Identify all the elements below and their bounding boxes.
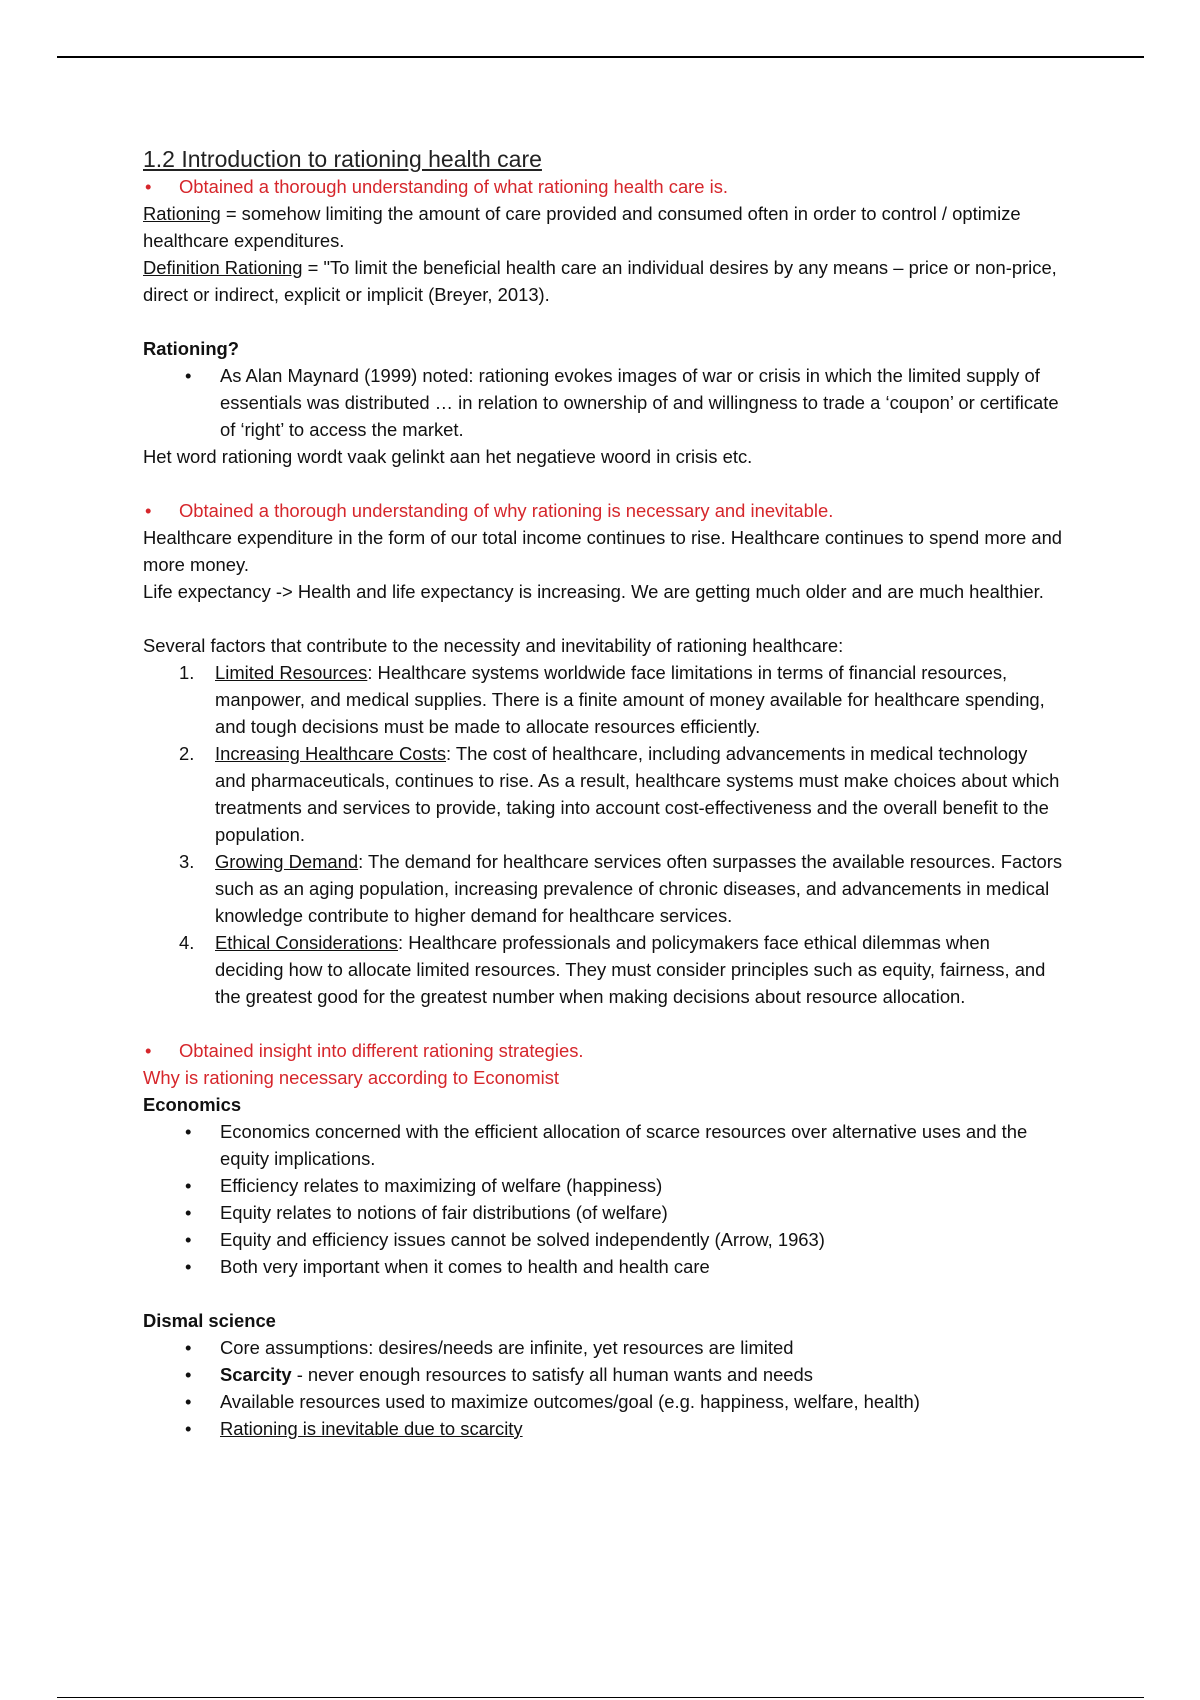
- factor-item: 3. Growing Demand: The demand for healthcare services often surpasses the available resources. Factors such as an aging population, increasing prevalence of chronic diseases, and advancements in medical knowledge contribute to higher demand for healthcare services.: [179, 851, 1063, 926]
- list-item: • Rationing is inevitable due to scarcity: [220, 1415, 1063, 1442]
- list-item: • Efficiency relates to maximizing of welfare (happiness): [220, 1172, 1063, 1199]
- learning-objective-1: • Obtained a thorough understanding of what rationing health care is.: [143, 173, 1063, 200]
- rationing-question-heading: Rationing?: [143, 338, 240, 359]
- bullet-icon: •: [185, 1364, 192, 1385]
- factor-item: 1. Limited Resources: Healthcare systems worldwide face limitations in terms of financial resources, manpower, and medical supplies. There is a finite amount of money available for healthcare spending, and tough decisions must be made to allocate resources efficiently.: [179, 662, 1045, 737]
- bullet-icon: •: [145, 1040, 152, 1061]
- list-item: • Equity relates to notions of fair distributions (of welfare): [220, 1199, 1063, 1226]
- expenditure-paragraph: Healthcare expenditure in the form of our total income continues to rise. Healthcare continues to spend more and more money.: [143, 527, 1063, 575]
- bullet-icon: •: [145, 500, 152, 521]
- factors-intro: Several factors that contribute to the necessity and inevitability of rationing healthcare:: [143, 635, 844, 656]
- learning-objective-2: • Obtained a thorough understanding of why rationing is necessary and inevitable.: [143, 497, 1063, 524]
- bullet-icon: •: [185, 1229, 192, 1250]
- list-item: • Equity and efficiency issues cannot be solved independently (Arrow, 1963): [220, 1226, 1063, 1253]
- list-item: • Scarcity - never enough resources to satisfy all human wants and needs: [220, 1361, 1063, 1388]
- footer-rule: [57, 1697, 1144, 1698]
- bullet-icon: •: [185, 1418, 192, 1439]
- rationing-paragraph: Rationing = somehow limiting the amount of care provided and consumed often in order to control / optimize healthcare expenditures.: [143, 203, 1021, 251]
- section-title: 1.2 Introduction to rationing health care: [143, 146, 542, 172]
- header-rule: [57, 56, 1144, 58]
- why-economist-heading: Why is rationing necessary according to Economist: [143, 1067, 560, 1088]
- bullet-icon: •: [185, 1175, 192, 1196]
- maynard-list: [143, 362, 1063, 443]
- bullet-icon: •: [145, 176, 152, 197]
- learning-objective-3: • Obtained insight into different rationing strategies.: [143, 1037, 1063, 1064]
- dutch-note: Het word rationing wordt vaak gelinkt aan het negatieve woord in crisis etc.: [143, 446, 753, 467]
- definition-paragraph: Definition Rationing = "To limit the beneficial health care an individual desires by any means – price or non-price, direct or indirect, explicit or implicit (Breyer, 2013).: [143, 257, 1057, 305]
- bullet-icon: •: [185, 1256, 192, 1277]
- list-item: • As Alan Maynard (1999) noted: rationing evokes images of war or crisis in which the limited supply of essentials was distributed … in relation to ownership of and willingness to trade a ‘coupon’ or certificate of ‘right’ to access the market.: [220, 362, 1063, 443]
- bullet-icon: •: [185, 1391, 192, 1412]
- bullet-icon: •: [185, 1121, 192, 1142]
- list-item: • Available resources used to maximize outcomes/goal (e.g. happiness, welfare, health): [220, 1388, 1063, 1415]
- factors-list: [143, 659, 1063, 1010]
- list-item: • Core assumptions: desires/needs are infinite, yet resources are limited: [220, 1334, 1063, 1361]
- dismal-list: [143, 1334, 1063, 1442]
- bullet-icon: •: [185, 1337, 192, 1358]
- list-item: • Both very important when it comes to health and health care: [220, 1253, 1063, 1280]
- economics-heading: Economics: [143, 1094, 242, 1115]
- dismal-science-heading: Dismal science: [143, 1310, 276, 1331]
- document-body: [143, 145, 1063, 1442]
- economics-list: [143, 1118, 1063, 1280]
- bullet-icon: •: [185, 365, 192, 386]
- life-expectancy-paragraph: Life expectancy -> Health and life expectancy is increasing. We are getting much older and are much healthier.: [143, 581, 1044, 602]
- factor-item: 2. Increasing Healthcare Costs: The cost of healthcare, including advancements in medical technology and pharmaceuticals, continues to rise. As a result, healthcare systems must make choices about which treatments and services to provide, taking into account cost-effectiveness and the overall benefit to the population.: [179, 743, 1060, 845]
- factor-item: 4. Ethical Considerations: Healthcare professionals and policymakers face ethical dilemmas when deciding how to allocate limited resources. They must consider principles such as equity, fairness, and the greatest good for the greatest number when making decisions about resource allocation.: [179, 932, 1046, 1007]
- bullet-icon: •: [185, 1202, 192, 1223]
- list-item: • Economics concerned with the efficient allocation of scarce resources over alternative uses and the equity implications.: [220, 1118, 1063, 1172]
